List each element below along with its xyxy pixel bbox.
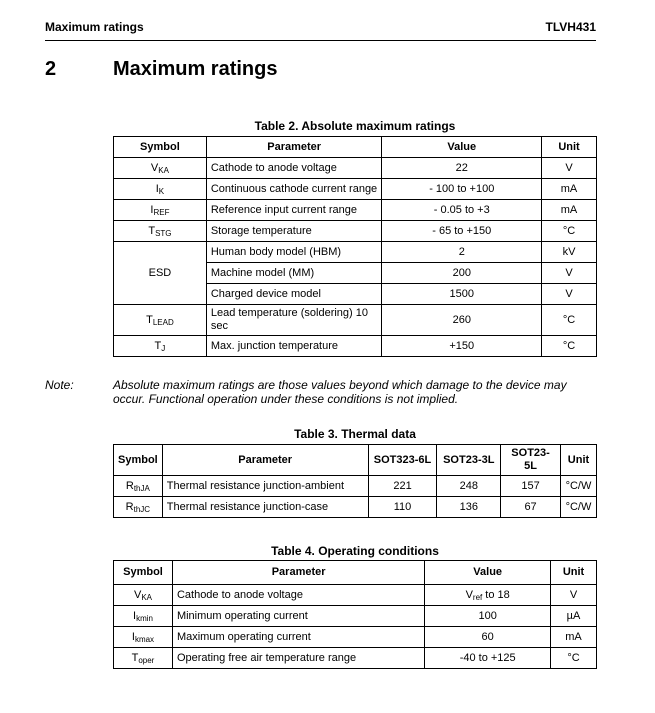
table-header-row [114,137,597,158]
parameter-cell: Machine model (MM) [206,263,382,284]
column-header: Symbol [114,137,207,158]
unit-cell: °C [542,221,597,242]
note-label: Note: [45,378,74,392]
table4-caption: Table 4. Operating conditions [271,544,439,558]
section-number: 2 [45,58,57,80]
thermal-data-table [113,444,597,518]
parameter-cell: Continuous cathode current range [206,179,382,200]
column-header: Value [425,561,551,585]
unit-cell: °C [542,305,597,336]
table-row [114,648,597,669]
table-row [114,221,597,242]
symbol-cell: $R_{thJC}$ [114,497,163,518]
value-cell: 200 [382,263,542,284]
value-cell: 260 [382,305,542,336]
column-header: SOT323-6L [368,445,437,476]
table2-caption: Table 2. Absolute maximum ratings [254,119,456,133]
column-header: SOT23-5L [501,445,561,476]
unit-cell: °C/W [560,497,596,518]
unit-cell: V [542,284,597,305]
parameter-cell: Charged device model [206,284,382,305]
column-header: Symbol [114,445,163,476]
unit-cell: mA [542,200,597,221]
absolute-max-ratings-table [113,136,597,357]
column-header: Unit [560,445,596,476]
table-header-row [114,561,597,585]
symbol-cell: $I_{REF}$ [114,200,207,221]
column-header: Value [382,137,542,158]
value-cell: 22 [382,158,542,179]
value-cell: +150 [382,336,542,357]
parameter-cell: Operating free air temperature range [172,648,424,669]
column-header: SOT23-3L [437,445,501,476]
parameter-cell: Minimum operating current [172,606,424,627]
column-header: Parameter [162,445,368,476]
table3-caption: Table 3. Thermal data [294,427,416,441]
unit-cell: V [542,158,597,179]
symbol-cell: $V_{KA}$ [114,585,173,606]
symbol-cell: $T_J$ [114,336,207,357]
symbol-cell: $T_{oper}$ [114,648,173,669]
table-row [114,200,597,221]
symbol-cell: $T_{STG}$ [114,221,207,242]
value-cell: 110 [368,497,437,518]
unit-cell: V [542,263,597,284]
table-row [114,476,597,497]
value-cell: 2 [382,242,542,263]
column-header: Unit [542,137,597,158]
table-row [114,305,597,336]
value-cell: 248 [437,476,501,497]
value-cell: 60 [425,627,551,648]
column-header: Parameter [172,561,424,585]
value-cell: - 0.05 to +3 [382,200,542,221]
symbol-cell: $I_{kmax}$ [114,627,173,648]
value-cell: - 65 to +150 [382,221,542,242]
parameter-cell: Human body model (HBM) [206,242,382,263]
symbol-cell: $T_{LEAD}$ [114,305,207,336]
unit-cell: kV [542,242,597,263]
table-row [114,606,597,627]
parameter-cell: Thermal resistance junction-case [162,497,368,518]
running-header-title: Maximum ratings [45,20,144,34]
table-row [114,179,597,200]
value-cell: 1500 [382,284,542,305]
table-row [114,242,597,263]
parameter-cell: Lead temperature (soldering) 10 sec [206,305,382,336]
operating-conditions-table [113,560,597,669]
table-row [114,497,597,518]
column-header: Symbol [114,561,173,585]
unit-cell: V [551,585,597,606]
value-cell: 157 [501,476,561,497]
symbol-cell: $I_K$ [114,179,207,200]
parameter-cell: Cathode to anode voltage [172,585,424,606]
unit-cell: µA [551,606,597,627]
running-header-part-number: TLVH431 [545,20,596,34]
table-header-row [114,445,597,476]
unit-cell: mA [551,627,597,648]
table-row [114,585,597,606]
table-row [114,627,597,648]
value-cell: 67 [501,497,561,518]
parameter-cell: Reference input current range [206,200,382,221]
section-title: Maximum ratings [113,58,278,80]
header-rule [45,40,596,41]
column-header: Parameter [206,137,382,158]
table-row [114,336,597,357]
parameter-cell: Storage temperature [206,221,382,242]
value-cell: 221 [368,476,437,497]
value-cell: 100 [425,606,551,627]
parameter-cell: Maximum operating current [172,627,424,648]
column-header: Unit [551,561,597,585]
note-text: Absolute maximum ratings are those values beyond which damage to the device may occur. Functional operation under these conditions is not implied. [113,378,567,406]
unit-cell: °C/W [560,476,596,497]
symbol-cell: ESD [114,242,207,305]
parameter-cell: Cathode to anode voltage [206,158,382,179]
table-row [114,158,597,179]
unit-cell: mA [542,179,597,200]
parameter-cell: Max. junction temperature [206,336,382,357]
symbol-cell: $R_{thJA}$ [114,476,163,497]
symbol-cell: $V_{KA}$ [114,158,207,179]
value-cell: -40 to +125 [425,648,551,669]
unit-cell: °C [551,648,597,669]
value-cell: - 100 to +100 [382,179,542,200]
value-cell: $V_{ref}$ to 18 [425,585,551,606]
value-cell: 136 [437,497,501,518]
symbol-cell: $I_{kmin}$ [114,606,173,627]
parameter-cell: Thermal resistance junction-ambient [162,476,368,497]
unit-cell: °C [542,336,597,357]
